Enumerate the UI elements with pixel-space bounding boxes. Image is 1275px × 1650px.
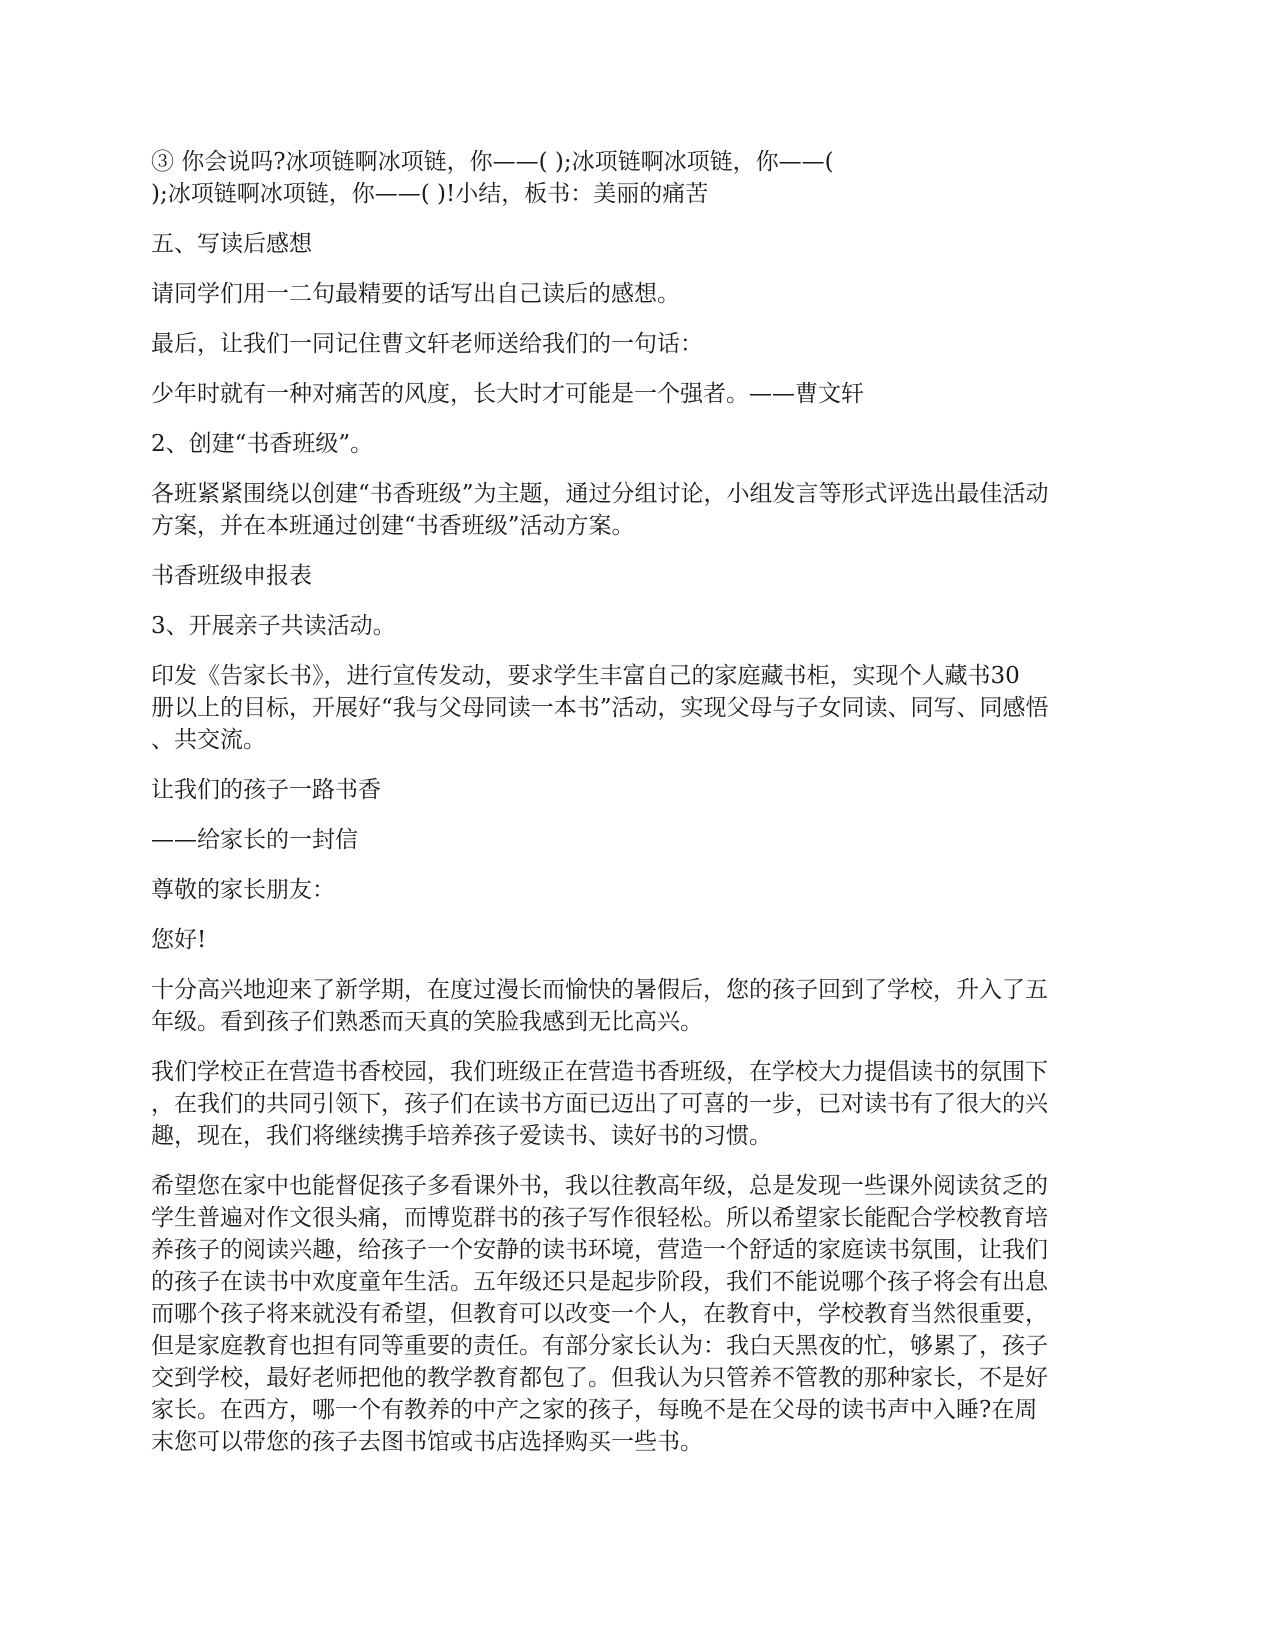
text-line: ，在我们的共同引领下，孩子们在读书方面已迈出了可喜的一步，已对读书有了很大的兴	[151, 1091, 1048, 1117]
text-line: 让我们的孩子一路书香	[151, 777, 381, 803]
paragraph	[151, 1056, 1121, 1152]
paragraph	[151, 146, 1121, 210]
paragraph	[151, 974, 1121, 1038]
text-line: 请同学们用一二句最精要的话写出自己读后的感想。	[151, 281, 680, 307]
text-line: 、共交流。	[151, 727, 266, 753]
text-line: 学生普遍对作文很头痛，而博览群书的孩子写作很轻松。所以希望家长能配合学校教育培	[151, 1205, 1048, 1231]
paragraph	[151, 1170, 1121, 1458]
text-line: 您好!	[151, 927, 207, 953]
text-line: 3、开展亲子共读活动。	[151, 613, 396, 639]
paragraph	[151, 228, 1121, 260]
text-line: 少年时就有一种对痛苦的风度，长大时才可能是一个强者。——曹文轩	[151, 381, 864, 407]
text-line: ——给家长的一封信	[151, 827, 358, 853]
text-line: 末您可以带您的孩子去图书馆或书店选择购买一些书。	[151, 1429, 703, 1455]
text-line: 2、创建“书香班级”。	[151, 431, 374, 457]
text-line: 各班紧紧围绕以创建“书香班级”为主题，通过分组讨论，小组发言等形式评选出最佳活动	[151, 481, 1049, 507]
paragraph	[151, 874, 1121, 906]
text-line: 希望您在家中也能督促孩子多看课外书，我以往教高年级，总是发现一些课外阅读贫乏的	[151, 1173, 1048, 1199]
paragraph	[151, 478, 1121, 542]
text-line: 十分高兴地迎来了新学期，在度过漫长而愉快的暑假后，您的孩子回到了学校，升入了五	[151, 977, 1048, 1003]
text-line: 年级。看到孩子们熟悉而天真的笑脸我感到无比高兴。	[151, 1009, 703, 1035]
text-line: 册以上的目标，开展好“我与父母同读一本书”活动，实现父母与子女同读、同写、同感悟	[151, 695, 1049, 721]
paragraph	[151, 560, 1121, 592]
paragraph	[151, 428, 1121, 460]
text-line: );冰项链啊冰项链，你——( )!小结，板书：美丽的痛苦	[151, 181, 709, 207]
text-line: 五、写读后感想	[151, 231, 312, 257]
paragraph	[151, 328, 1121, 360]
paragraph	[151, 774, 1121, 806]
text-line: 交到学校，最好老师把他的教学教育都包了。但我认为只管养不管教的那种家长，不是好	[151, 1365, 1048, 1391]
text-line: 方案，并在本班通过创建“书香班级”活动方案。	[151, 513, 635, 539]
text-line: 趣，现在，我们将继续携手培养孩子爱读书、读好书的习惯。	[151, 1123, 772, 1149]
text-line: 印发《告家长书》，进行宣传发动，要求学生丰富自己的家庭藏书柜，实现个人藏书30	[151, 663, 1020, 689]
text-line: 家长。在西方，哪一个有教养的中产之家的孩子，每晚不是在父母的读书声中入睡?在周	[151, 1397, 1038, 1423]
text-line: 的孩子在读书中欢度童年生活。五年级还只是起步阶段，我们不能说哪个孩子将会有出息	[151, 1269, 1048, 1295]
text-line: ③ 你会说吗?冰项链啊冰项链，你——( );冰项链啊冰项链，你——(	[151, 149, 834, 175]
paragraph	[151, 824, 1121, 856]
text-line: 我们学校正在营造书香校园，我们班级正在营造书香班级，在学校大力提倡读书的氛围下	[151, 1059, 1048, 1085]
text-line: 书香班级申报表	[151, 563, 312, 589]
paragraph	[151, 378, 1121, 410]
text-line: 养孩子的阅读兴趣，给孩子一个安静的读书环境，营造一个舒适的家庭读书氛围，让我们	[151, 1237, 1048, 1263]
text-line: 最后，让我们一同记住曹文轩老师送给我们的一句话：	[151, 331, 703, 357]
text-line: 但是家庭教育也担有同等重要的责任。有部分家长认为：我白天黑夜的忙，够累了，孩子	[151, 1333, 1048, 1359]
paragraph	[151, 278, 1121, 310]
document-page	[151, 146, 1121, 1476]
text-line: 而哪个孩子将来就没有希望，但教育可以改变一个人，在教育中，学校教育当然很重要，	[151, 1301, 1048, 1327]
text-line: 尊敬的家长朋友：	[151, 877, 335, 903]
paragraph	[151, 924, 1121, 956]
paragraph	[151, 660, 1121, 756]
paragraph	[151, 610, 1121, 642]
